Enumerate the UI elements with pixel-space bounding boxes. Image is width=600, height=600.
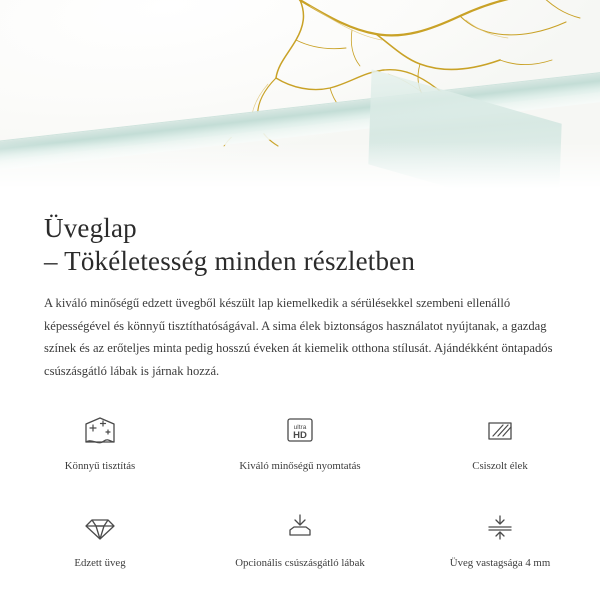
ultra-hd-icon [278, 408, 322, 452]
feature-label: Opcionális csúszásgátló lábak [235, 557, 365, 569]
polished-edges-icon [478, 408, 522, 452]
sparkle-cloth-icon [78, 408, 122, 452]
description-text [0, 278, 600, 382]
anti-slip-feet-icon [278, 505, 322, 549]
headline-line-1: Üveglap [44, 213, 137, 243]
page-title [0, 196, 600, 278]
feature-item-easy-cleaning [0, 396, 200, 479]
headline-line-2: – Tökéletesség minden részletben [44, 246, 416, 276]
svg-text:HD: HD [293, 430, 307, 441]
feature-item-print-quality [200, 396, 400, 479]
diamond-icon [78, 505, 122, 549]
feature-grid [0, 396, 600, 576]
feature-item-tempered-glass [0, 493, 200, 576]
feature-item-glass-thickness [400, 493, 600, 576]
description-paragraph: A kiváló minőségű edzett üvegből készült lap kiemelkedik a sérülésekkel szembeni ellenálló képességével és könnyű tisztíthatóságával. A sima élek biztonságos használatot nyújtanak, a gazdag színek és az erőteljes minta pedig hosszú éveken át kiemelik otthona stílusát. Ajándékként öntapadós csúszásgátló lábak is járnak hozzá. [44, 296, 553, 378]
content-block [0, 196, 600, 382]
hero-image [0, 0, 600, 196]
feature-label: Edzett üveg [74, 557, 126, 569]
feature-label: Üveg vastagsága 4 mm [449, 557, 551, 569]
thickness-arrows-icon [478, 505, 522, 549]
feature-item-anti-slip-feet [200, 493, 400, 576]
hero-bottom-fade [0, 142, 600, 196]
feature-label: Kiváló minőségű nyomtatás [239, 460, 361, 472]
svg-text:ultra: ultra [293, 424, 307, 431]
feature-item-polished-edges [400, 396, 600, 479]
feature-label: Könnyű tisztítás [64, 460, 136, 472]
feature-label: Csiszolt élek [472, 460, 528, 472]
